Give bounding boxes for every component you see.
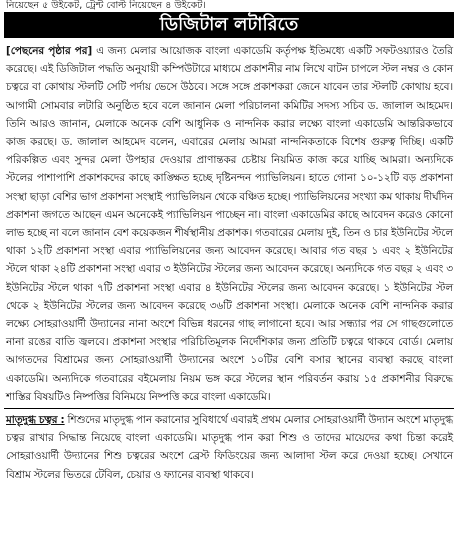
continued-from-ref: [পেছনের পৃষ্ঠার পর]	[6, 45, 93, 57]
article-body-text: এ জন্য মেলার আয়োজক বাংলা একাডেমি কর্তৃপক্ষ ইতিমধ্যে একটি সফটওয়্যারও তৈরি করেছে। এই ডিজিটাল পদ্ধতি অনুযায়ী কম্পিউটারে মাধ্যমে প্রকাশনীর নাম লিখে বাটন চাপলে স্টল নম্বর ও কোন চত্বরে বা কোথায় স্টলটি সেটি পর্দায় ভেসে উঠবে। সঙ্গে সঙ্গে প্রকাশকরা জেনে যাবেন তার স্টলটি কোথায় হবে। আগামী সোমবার লটারি অনুষ্ঠিত হবে বলে জানান মেলা পরিচালনা কমিটির সদস্য সচিব ড. জালাল আহমেদ। তিনি আরও জানান, মেলাকে অনেক বেশি আধুনিক ও নান্দনিক করার লক্ষ্যে বাংলা একাডেমি আন্তরিকভাবে কাজ করছে। ড. জালাল আহমেদ বলেন, এবারের মেলায় আমরা নান্দনিকতাকে বিশেষ গুরুত্ব দিচ্ছি। একটি পরিকল্পিত এবং সুন্দর মেলা উপহার দেওয়ার প্রাণান্তকর চেষ্টায় নিয়মিত কাজ করে যাচ্ছি আমরা। অন্যদিকে স্টলের পাশাপাশি প্রকাশকদের কাছে কাঙ্ক্ষিত হচ্ছে দৃষ্টিনন্দন প্যাভিলিয়ন। হাতে গোনা ১০-১২টি বড় প্রকাশনা সংস্থা ছাড়া বেশির ভাগ প্রকাশনা সংস্থাই প্যাভিলিয়ন থেকে বঞ্চিত হচ্ছে। প্যাভিলিয়নের সংখ্যা কম থাকায় দীর্ঘদিন প্রকাশনা জগতে আছেন এমন অনেকেই প্যাভিলিয়ন পাচ্ছেন না। বাংলা একাডেমির কাছে আবেদন করেও কোনো লাভ হচ্ছে না বলে জানান বেশ কয়েকজন শীর্ষস্থানীয় প্রকাশক। গতবারের মেলায় দুই, তিন ও চার ইউনিটের স্টলে থাকা ১২টি প্রকাশনা সংস্থা এবার প্যাভিলিয়নের জন্য আবেদন করেছে। আবার গত বছর ১ এবং ২ ইউনিটের স্টলে থাকা ২৪টি প্রকাশনা সংস্থা এবার ৩ ইউনিটের স্টলের জন্য আবেদন করেছে। অন্যদিকে গত বছর ২ এবং ৩ ইউনিটের স্টলে থাকা ৭টি প্রকাশনা সংস্থা এবার ৪ ইউনিটের স্টলের জন্য আবেদন করেছে। ১ ইউনিটের স্টল থেকে ২ ইউনিটের স্টলের জন্য আবেদন করেছে ৩৬টি প্রকাশনা সংস্থা। মেলাকে অনেক বেশি নান্দনিক করার লক্ষ্যে সোহরাওয়ার্দী উদ্যানের নানা অংশে বিভিন্ন ধরনের গাছ লাগানো হবে। আর সন্ধ্যার পর সে গাছগুলোতে নানা রঙের বাতি জ্বলবে। প্রকাশনা সংস্থার পরিচিতিমূলক নির্দেশিকার জন্য প্রতিটি চত্বরে থাকবে বোর্ড। মেলায় আগতদের বিশ্রামের জন্য সোহরাওয়ার্দী উদ্যানের অংশে ১০টির বেশি বসার স্থানের ব্যবস্থা করছে বাংলা একাডেমি। অন্যদিকে গতবারের বইমেলায় নিয়ম ভঙ্গ করে স্টলের স্থান পরিবর্তন করায় ১৫ প্রকাশনীর বিরুদ্ধে শাস্তির বিষয়টিও নিষ্পত্তির বিনিময়ে নিষ্পত্তি করে বাংলা একাডেমি।	[6, 45, 453, 403]
section-breastfeeding-body: শিশুদের মাতৃদুগ্ধ পান করানোর সুবিধার্থে এবারই প্রথম মেলার সোহরাওয়ার্দী উদ্যান অংশে মাতৃদুগ্ধ চত্বর রাখার সিদ্ধান্ত নিয়েছে বাংলা একাডেমি। মাতৃদুগ্ধ পান করা শিশু ও তাদের মায়েদের কথা চিন্তা করেই সোহরাওয়ার্দী উদ্যানের শিশু চত্বরের অংশে ব্রেস্ট ফিডিংয়ের জন্য আলাদা স্টল করে দেওয়া হচ্ছে। সেখানে বিশ্রাম স্টলের ভিতরে টেবিল, চেয়ার ও ফ্যানের ব্যবস্থা থাকবে।	[6, 414, 453, 481]
section-divider	[4, 408, 454, 409]
previous-article-tail: নিয়েছেন ৫ উইকেট, ট্রেন্ট বোল্ট নিয়েছেন ৪ উইকেট।	[6, 0, 206, 11]
section-breastfeeding-title: মাতৃদুগ্ধ চত্বর :	[6, 414, 65, 426]
article-body	[6, 42, 453, 406]
headline: ডিজিটাল লটারিতে	[4, 12, 454, 38]
section-breastfeeding	[6, 411, 453, 484]
